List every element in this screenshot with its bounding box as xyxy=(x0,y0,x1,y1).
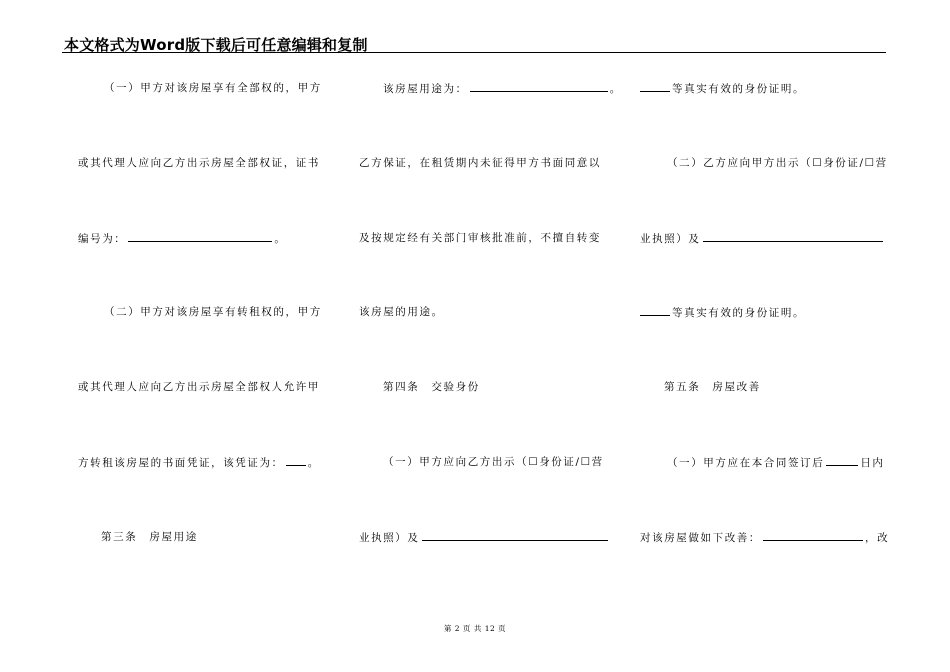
middle-id-line-1: （一）甲方应向乙方出示（☐身份证/☐营 xyxy=(383,456,604,468)
usage-label: 该房屋用途为： xyxy=(383,83,468,95)
days-suffix: 日内 xyxy=(860,457,885,469)
footer-total-word: 共 xyxy=(473,624,482,633)
left-para-2-line-3 xyxy=(78,454,320,470)
article-5-heading: 第五条 房屋改善 xyxy=(664,381,761,393)
left-para-1-line-2: 或其代理人应向乙方出示房屋全部权证，证书 xyxy=(78,157,320,169)
right-id-line-1 xyxy=(640,80,805,96)
license-label: 业执照）及 xyxy=(359,532,420,544)
sublease-voucher-label: 方转租该房屋的书面凭证，该凭证为： xyxy=(78,457,284,469)
footer-suffix: 页 xyxy=(498,624,507,633)
days-blank xyxy=(826,454,858,466)
middle-para-line-3: 该房屋的用途。 xyxy=(359,306,444,318)
middle-para-line-2: 及按规定经有关部门审核批准前，不擅自转变 xyxy=(359,232,601,244)
footer-prefix: 第 xyxy=(443,624,452,633)
improvement-suffix: ，改 xyxy=(865,532,890,544)
usage-blank xyxy=(470,80,608,92)
id-proof-blank xyxy=(640,304,670,316)
right-id-line-4 xyxy=(640,304,805,320)
current-page-number: 2 xyxy=(454,624,461,633)
middle-para-line-1: 乙方保证，在租赁期内未征得甲方书面同意以 xyxy=(359,157,601,169)
improvement-label: 对该房屋做如下改善： xyxy=(640,532,761,544)
right-id-line-2: （二）乙方应向甲方出示（☐身份证/☐营 xyxy=(667,157,888,169)
article-4-heading: 第四条 交验身份 xyxy=(383,381,480,393)
certificate-number-label: 编号为： xyxy=(78,233,127,245)
left-para-2-line-1: （二）甲方对该房屋享有转租权的，甲方 xyxy=(104,306,322,318)
license-label: 业执照）及 xyxy=(640,233,701,245)
middle-usage-line xyxy=(383,80,622,96)
period: 。 xyxy=(307,457,320,469)
total-page-count: 12 xyxy=(484,624,496,633)
footer-page-word: 页 xyxy=(462,624,471,633)
left-para-1-line-1: （一）甲方对该房屋享有全部权的，甲方 xyxy=(104,82,322,94)
improve-deadline-label: （一）甲方应在本合同签订后 xyxy=(667,457,825,469)
sublease-voucher-blank xyxy=(286,454,306,466)
certificate-number-blank xyxy=(128,230,272,242)
left-para-2-line-2: 或其代理人应向乙方出示房屋全部权人允许甲 xyxy=(78,381,320,393)
left-para-1-line-3 xyxy=(78,230,287,246)
license-blank xyxy=(422,529,608,541)
right-id-line-3 xyxy=(640,230,885,246)
page-footer xyxy=(0,623,950,634)
id-proof-text: 等真实有效的身份证明。 xyxy=(672,83,806,95)
id-proof-blank xyxy=(640,80,670,92)
license-blank xyxy=(703,230,883,242)
right-improve-line-1 xyxy=(667,454,885,470)
document-header-title: 本文格式为Word版下载后可任意编辑和复制 xyxy=(64,36,368,54)
period: 。 xyxy=(274,233,287,245)
header-divider xyxy=(62,52,886,53)
improvement-blank xyxy=(763,529,863,541)
period: 。 xyxy=(609,83,622,95)
middle-id-line-2 xyxy=(359,529,610,545)
right-improve-line-2 xyxy=(640,529,889,545)
article-3-heading: 第三条 房屋用途 xyxy=(101,531,198,543)
id-proof-text: 等真实有效的身份证明。 xyxy=(672,307,806,319)
